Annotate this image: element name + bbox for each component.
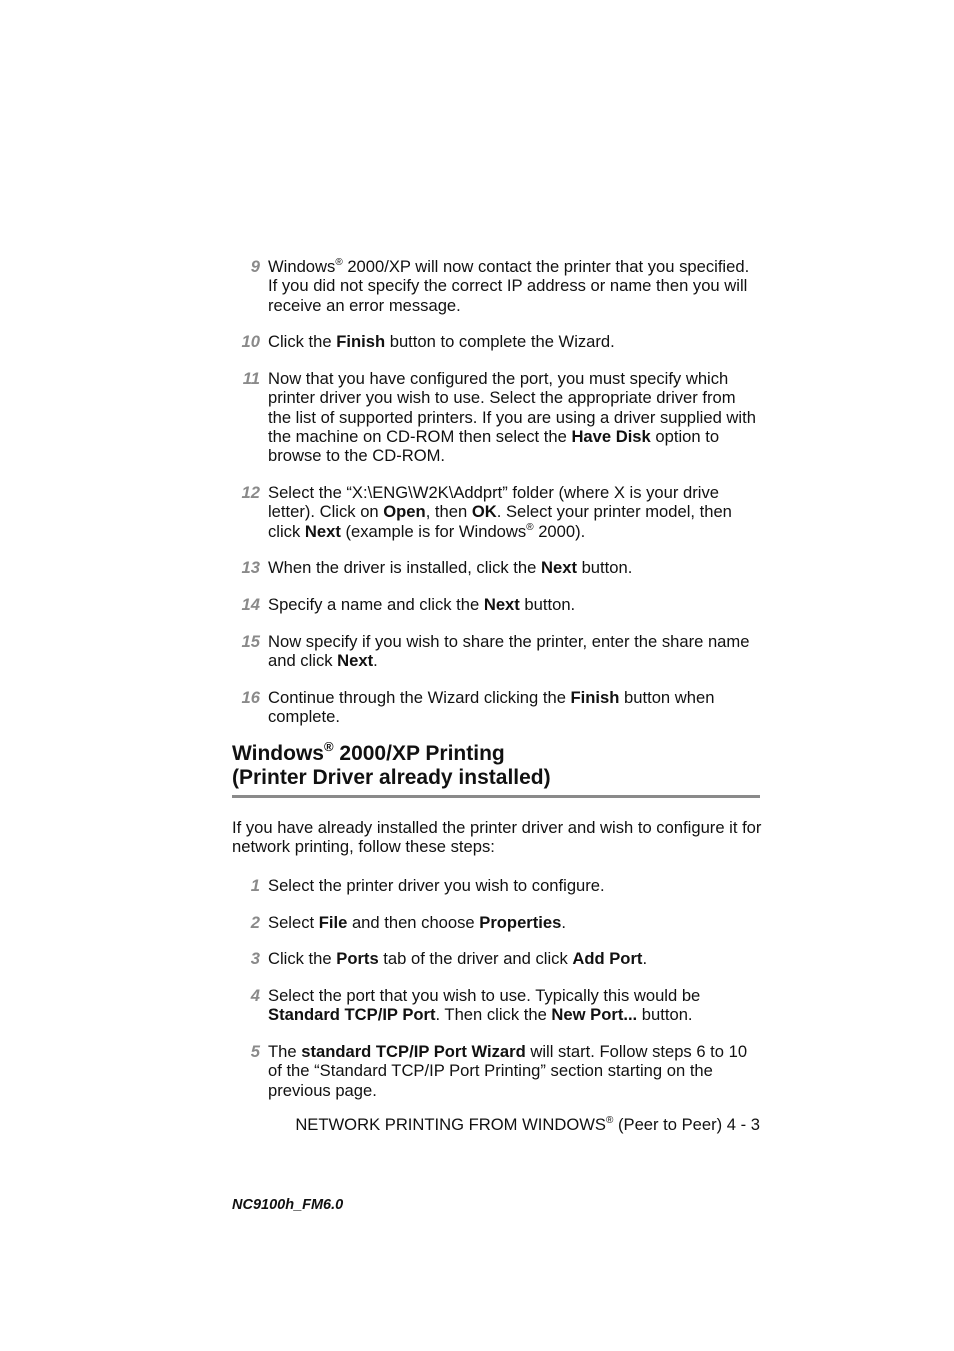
step-text: Select the printer driver you wish to configure. xyxy=(268,876,605,895)
step-text: Continue through the Wizard clicking the Finish button when complete. xyxy=(268,688,715,727)
step-text: Windows® 2000/XP will now contact the printer that you specified. If you did not specify the correct IP address or name then you will receive an error message. xyxy=(268,257,750,315)
step-number: 12 xyxy=(241,483,260,502)
step-text: Now that you have configured the port, you must specify which printer driver you wish to use. Select the appropriate driver from the list of supported printers. If you are using a driver supplied with the machine on CD-ROM then select the Have Disk option to browse to the CD-ROM. xyxy=(268,369,756,466)
step-text: The standard TCP/IP Port Wizard will start. Follow steps 6 to 10 of the “Standard TCP/IP Port Printing” section starting on the previous page. xyxy=(268,1042,748,1100)
step-number: 13 xyxy=(241,558,260,577)
step-text: Click the Finish button to complete the Wizard. xyxy=(268,332,615,351)
page-footer: NETWORK PRINTING FROM WINDOWS® (Peer to Peer) 4 - 3 xyxy=(295,1115,760,1134)
step-text: When the driver is installed, click the Next button. xyxy=(268,558,633,577)
step-number: 11 xyxy=(242,369,260,388)
heading-rule xyxy=(232,795,760,798)
step-number: 15 xyxy=(241,632,260,651)
step-text: Select File and then choose Properties. xyxy=(268,913,566,932)
step-number: 16 xyxy=(241,688,260,707)
step-number: 1 xyxy=(250,876,260,895)
intro-paragraph: If you have already installed the printer driver and wish to configure it for network printing, follow these steps: xyxy=(232,818,762,857)
step-text: Click the Ports tab of the driver and click Add Port. xyxy=(268,949,648,968)
step-number: 2 xyxy=(250,913,260,932)
step-number: 3 xyxy=(250,949,260,968)
section-heading: Windows® 2000/XP Printing (Printer Driver already installed) xyxy=(232,739,551,789)
step-text: Select the “X:\ENG\W2K\Addprt” folder (where X is your drive letter). Click on Open, then OK. Select your printer model, then click Next (example is for Windows® 2000). xyxy=(268,483,732,541)
step-number: 14 xyxy=(241,595,260,614)
step-text: Select the port that you wish to use. Typically this would be Standard TCP/IP Port. Then click the New Port... button. xyxy=(268,986,701,1025)
step-text: Now specify if you wish to share the printer, enter the share name and click Next. xyxy=(268,632,750,671)
step-number: 4 xyxy=(250,986,260,1005)
step-number: 10 xyxy=(241,332,260,351)
step-number: 9 xyxy=(250,257,260,276)
document-id: NC9100h_FM6.0 xyxy=(232,1197,344,1213)
step-text: Specify a name and click the Next button. xyxy=(268,595,576,614)
step-number: 5 xyxy=(250,1042,260,1061)
